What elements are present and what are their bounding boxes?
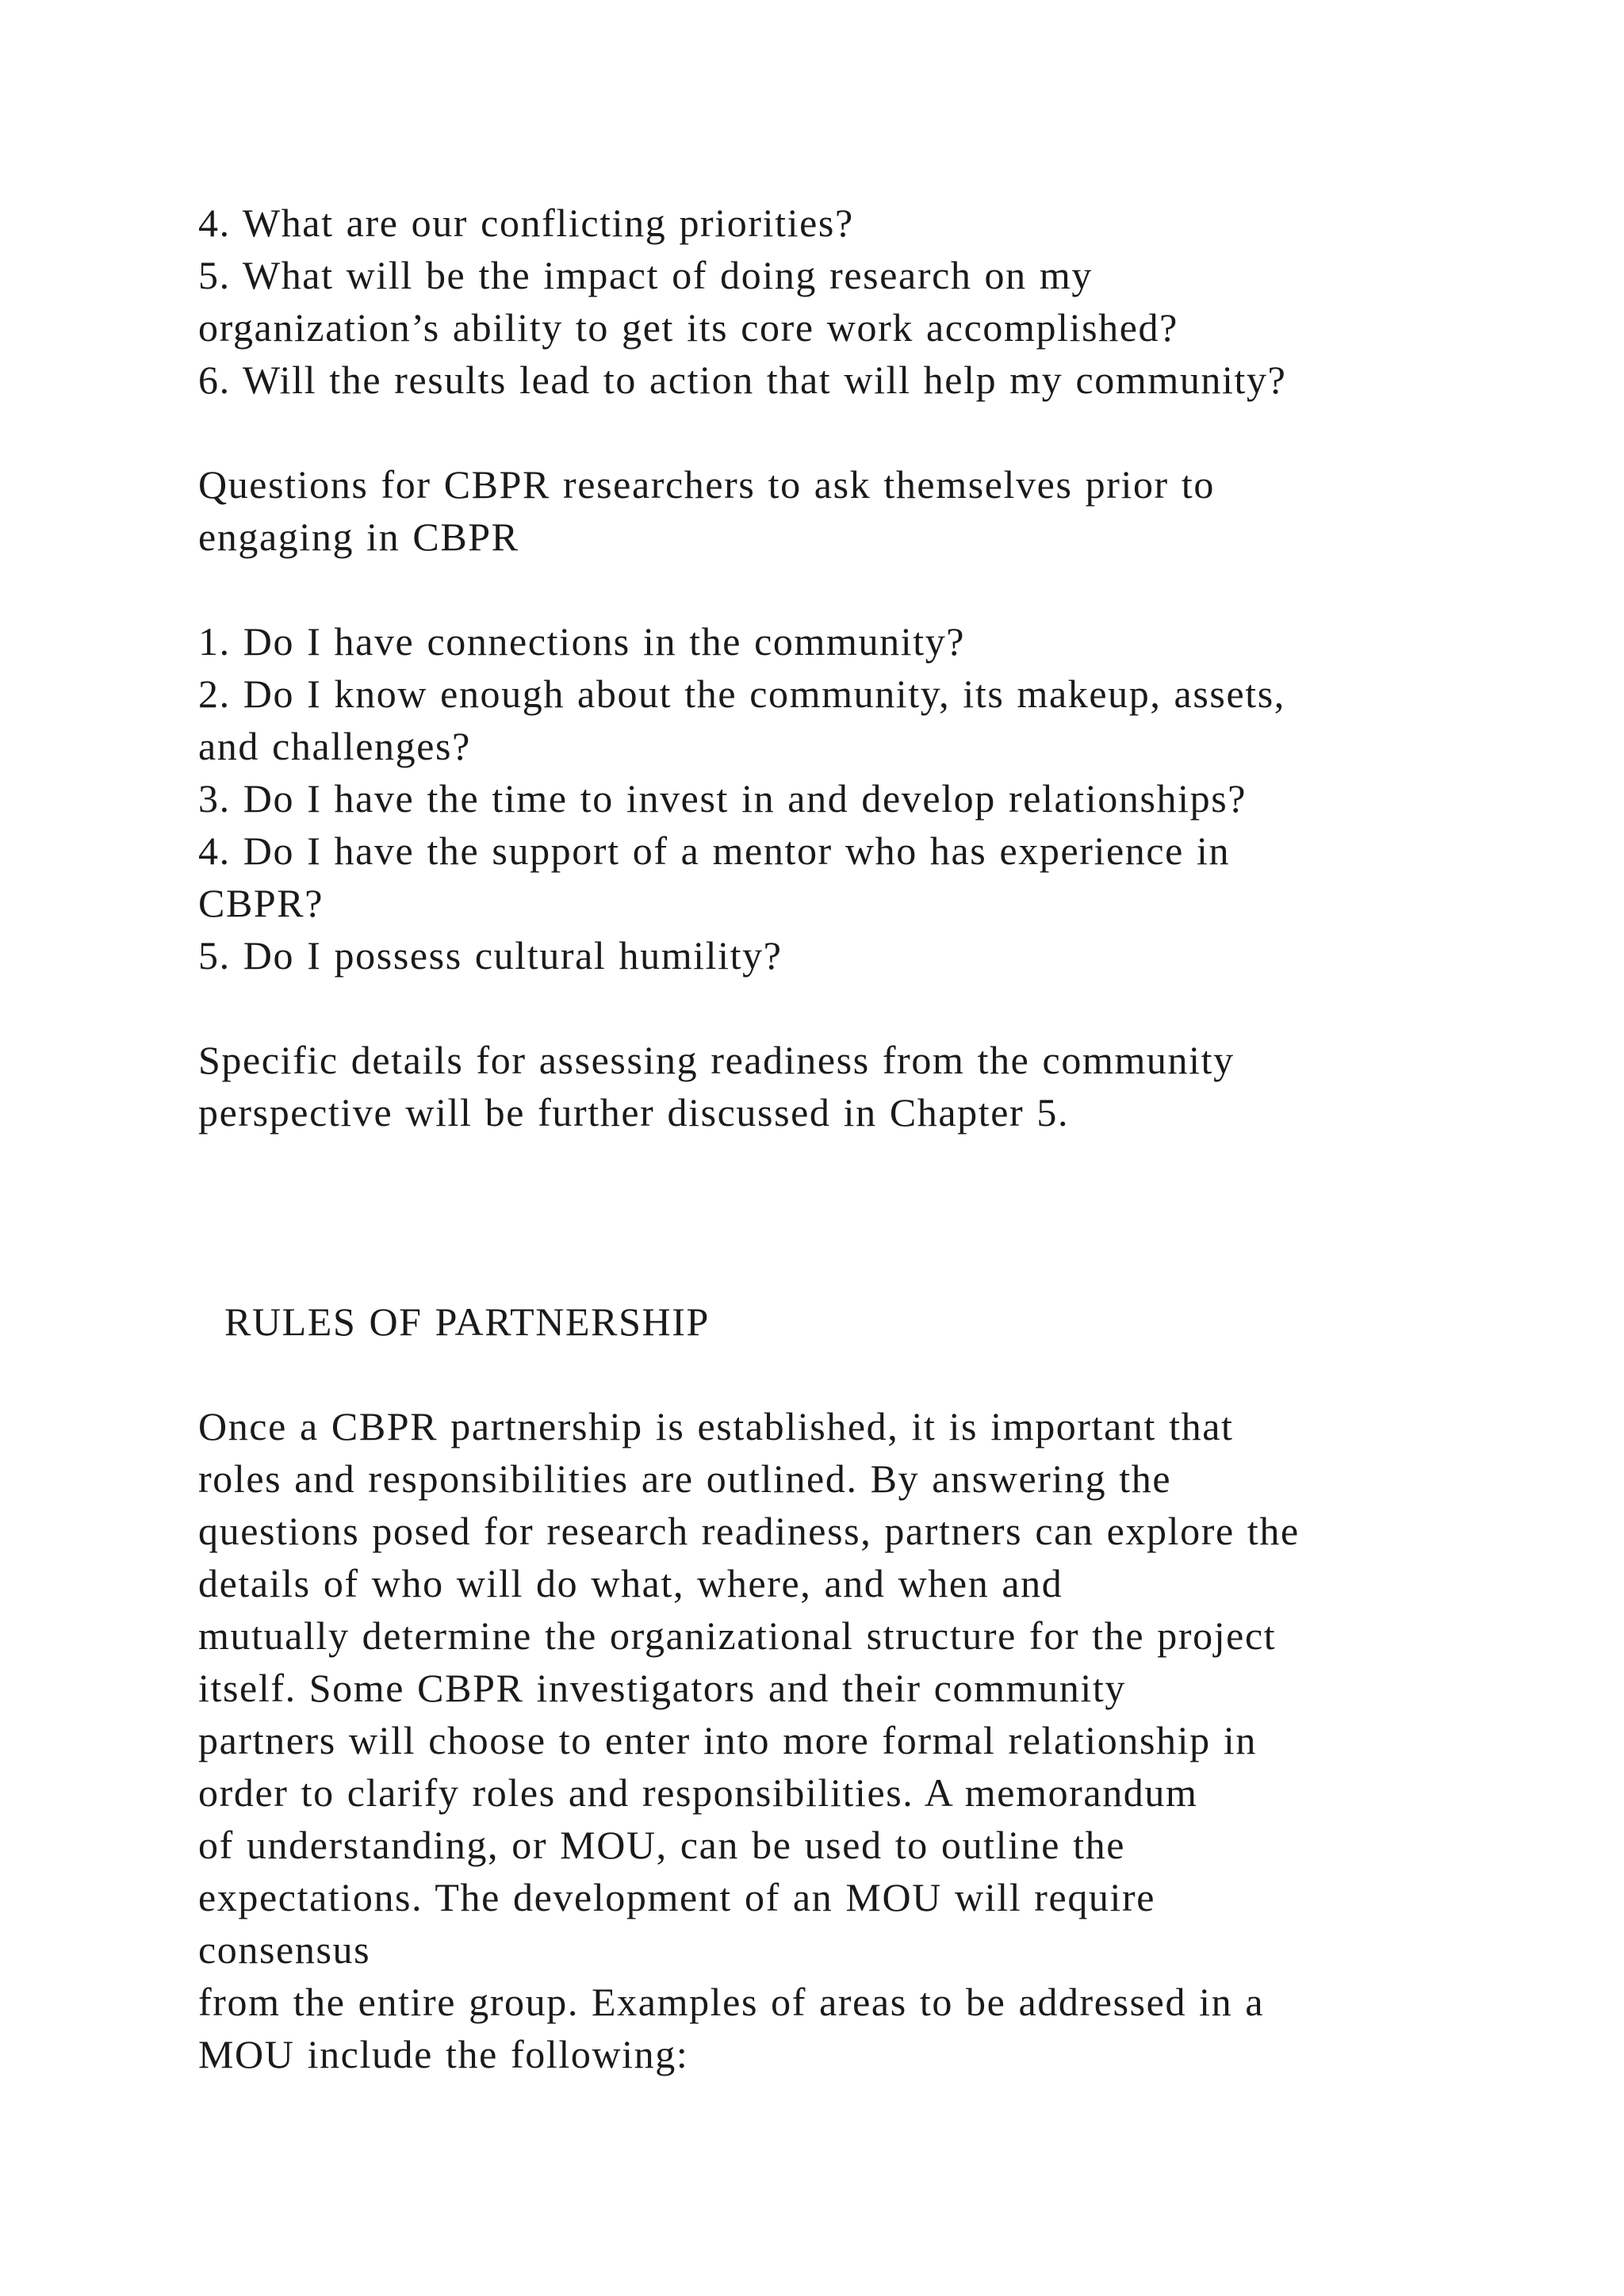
list-item: CBPR?: [198, 881, 324, 925]
paragraph-line: engaging in CBPR: [198, 515, 519, 559]
paragraph-line: partners will choose to enter into more formal relationship in: [198, 1718, 1257, 1762]
section-heading: RULES OF PARTNERSHIP: [224, 1299, 710, 1344]
readiness-note: [198, 1034, 1546, 1138]
list-item: 5. What will be the impact of doing research on my: [198, 253, 1093, 297]
list-item: and challenges?: [198, 724, 471, 768]
section-body: [198, 1400, 1546, 2080]
paragraph-line: Specific details for assessing readiness from the community: [198, 1038, 1235, 1082]
paragraph-line: MOU include the following:: [198, 2032, 689, 2076]
paragraph-line: of understanding, or MOU, can be used to outline the: [198, 1823, 1126, 1867]
list-item: 4. Do I have the support of a mentor who has experience in: [198, 828, 1231, 873]
list-item: 4. What are our conflicting priorities?: [198, 201, 854, 245]
top-question-list: [198, 197, 1546, 406]
researcher-questions-intro: [198, 458, 1546, 563]
list-item: 2. Do I know enough about the community, its makeup, assets,: [198, 672, 1285, 716]
paragraph-line: Questions for CBPR researchers to ask themselves prior to: [198, 462, 1215, 507]
paragraph-line: questions posed for research readiness, partners can explore the: [198, 1509, 1300, 1553]
paragraph-line: details of who will do what, where, and when and: [198, 1561, 1063, 1605]
list-item: organization’s ability to get its core work accomplished?: [198, 305, 1178, 350]
list-item: 5. Do I possess cultural humility?: [198, 933, 783, 978]
researcher-question-list: [198, 615, 1546, 982]
paragraph-line: consensus: [198, 1927, 371, 1972]
paragraph-line: perspective will be further discussed in Chapter 5.: [198, 1090, 1070, 1135]
paragraph-line: mutually determine the organizational structure for the project: [198, 1613, 1277, 1658]
paragraph-line: from the entire group. Examples of areas to be addressed in a: [198, 1980, 1265, 2024]
document-text: [198, 197, 1546, 2080]
paragraph-line: itself. Some CBPR investigators and their community: [198, 1666, 1126, 1710]
paragraph-line: Once a CBPR partnership is established, it is important that: [198, 1404, 1234, 1448]
paragraph-line: expectations. The development of an MOU will require: [198, 1875, 1156, 1919]
list-item: 6. Will the results lead to action that will help my community?: [198, 358, 1287, 402]
list-item: 1. Do I have connections in the community?: [198, 619, 966, 664]
paragraph-line: order to clarify roles and responsibilities. A memorandum: [198, 1770, 1198, 1815]
paragraph-line: roles and responsibilities are outlined. By answering the: [198, 1456, 1172, 1501]
list-item: 3. Do I have the time to invest in and develop relationships?: [198, 776, 1247, 821]
